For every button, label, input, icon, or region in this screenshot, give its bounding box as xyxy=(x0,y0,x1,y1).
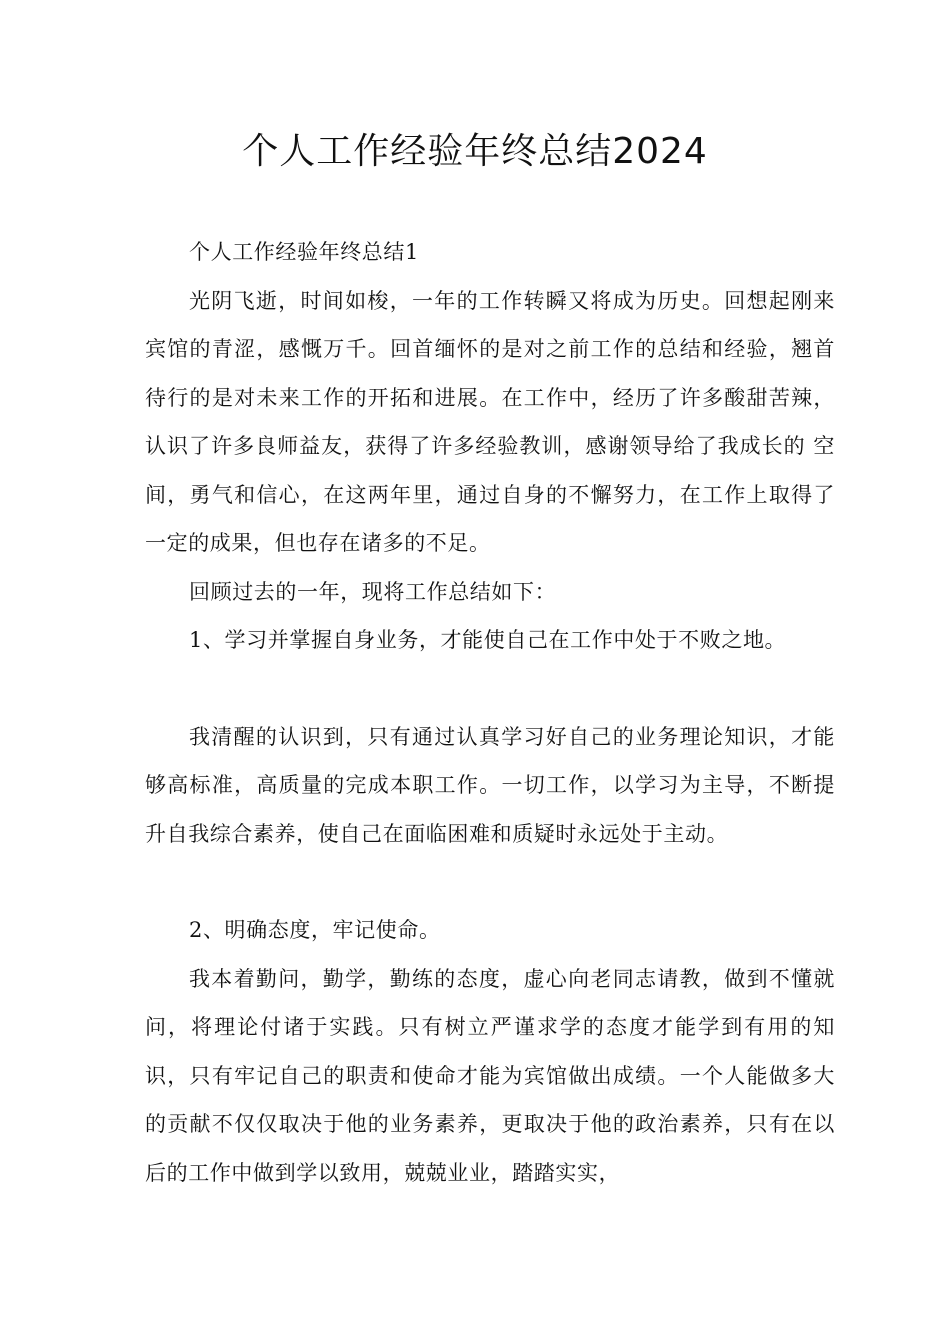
heading-point-2: 2、明确态度，牢记使命。 xyxy=(189,918,441,942)
section-title: 个人工作经验年终总结1 xyxy=(189,240,419,264)
paragraph-point-1: 我清醒的认识到，只有通过认真学习好自己的业务理论知识，才能够高标准，高质量的完成本职工作。一切工作，以学习为主导，不断提升自我综合素养，使自己在面临困难和质疑时永远处于主动。 xyxy=(145,724,835,846)
blank-line xyxy=(145,858,835,906)
paragraph-point-2: 我本着勤问，勤学，勤练的态度，虚心向老同志请教，做到不懂就问，将理论付诸于实践。只有树立严谨求学的态度才能学到有用的知识，只有牢记自己的职责和使命才能为宾馆做出成绩。一个人能做多大的贡献不仅仅取决于他的业务素养，更取决于他的政治素养，只有在以后的工作中做到学以致用，兢兢业业，踏踏实实， xyxy=(145,966,835,1185)
paragraph-review: 回顾过去的一年，现将工作总结如下： xyxy=(189,579,557,604)
paragraph-intro: 光阴飞逝，时间如梭，一年的工作转瞬又将成为历史。回想起刚来宾馆的青涩，感慨万千。回首缅怀的是对之前工作的总结和经验，翘首待行的是对未来工作的开拓和进展。在工作中，经历了许多酸甜苦辣，认识了许多良师益友，获得了许多经验教训，感谢领导给了我成长的 空间，勇气和信心，在这两年里，通过自身的不懈努力，在工作上取得了一定的成果，但也存在诸多的不足。 xyxy=(145,288,835,555)
blank-line xyxy=(145,665,835,713)
document-body xyxy=(145,228,835,1197)
document-title: 个人工作经验年终总结2024 xyxy=(242,131,708,172)
heading-point-1: 1、学习并掌握自身业务，才能使自己在工作中处于不败之地。 xyxy=(189,628,787,652)
